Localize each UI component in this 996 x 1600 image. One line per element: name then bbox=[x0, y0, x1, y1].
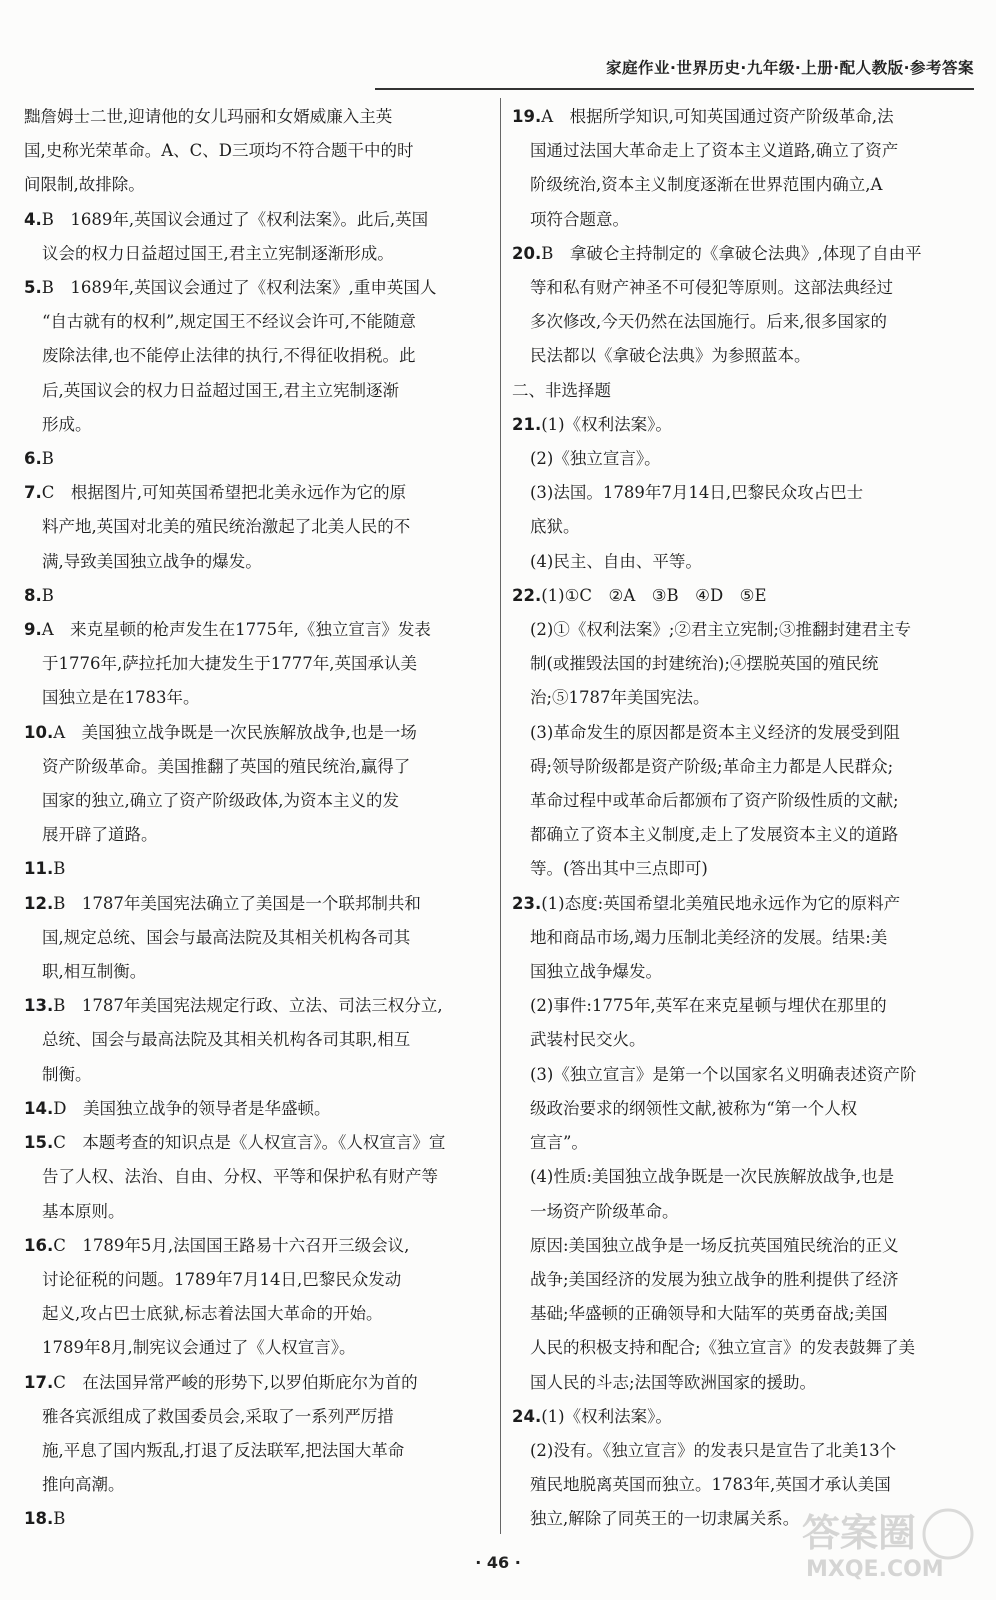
answer-item bbox=[512, 237, 974, 374]
answer-text: 后,英国议会的权力日益超过国王,君主立宪制逐渐 bbox=[42, 380, 399, 400]
answer-text: B bbox=[41, 449, 54, 469]
answer-line bbox=[24, 681, 489, 715]
answer-text: B 1689年,英国议会通过了《权利法案》,重申英国人 bbox=[41, 278, 437, 298]
answer-text: 起义,攻占巴士底狱,标志着法国大革命的开始。 bbox=[42, 1304, 383, 1324]
answer-line bbox=[512, 1263, 974, 1297]
answer-text: (2)事件:1775年,英军在来克星顿与埋伏在那里的 bbox=[530, 996, 887, 1016]
question-number: 5. bbox=[24, 278, 42, 298]
question-number: 13. bbox=[24, 996, 54, 1016]
answer-item bbox=[24, 1229, 489, 1366]
answer-line bbox=[24, 750, 489, 784]
answer-line bbox=[24, 1331, 489, 1365]
answer-line bbox=[512, 955, 974, 989]
answer-line bbox=[24, 168, 489, 202]
question-number: 14. bbox=[24, 1098, 54, 1118]
answer-item bbox=[24, 579, 489, 613]
answer-line bbox=[24, 1400, 489, 1434]
answer-line bbox=[512, 374, 974, 408]
answer-text: 国通过法国大革命走上了资本主义道路,确立了资产 bbox=[530, 141, 899, 161]
answer-text: 原因:美国独立战争是一场反抗英国殖民统治的正义 bbox=[530, 1235, 899, 1255]
question-number: 24. bbox=[512, 1406, 542, 1426]
question-number: 9. bbox=[24, 620, 42, 640]
answer-line bbox=[24, 1160, 489, 1194]
answer-text: 人民的积极支持和配合;《独立宣言》的发表鼓舞了美 bbox=[530, 1338, 916, 1358]
answer-item bbox=[24, 203, 489, 271]
answer-item bbox=[24, 100, 489, 203]
answer-line bbox=[512, 1092, 974, 1126]
answer-line bbox=[512, 1400, 974, 1434]
question-number: 15. bbox=[24, 1133, 54, 1153]
answer-line bbox=[512, 852, 974, 886]
answer-text: 总统、国会与最高法院及其相关机构各司其职,相互 bbox=[42, 1030, 411, 1050]
answer-text: 讨论征税的问题。1789年7月14日,巴黎民众发动 bbox=[42, 1269, 402, 1289]
answer-item bbox=[24, 852, 489, 886]
answer-text: 殖民地脱离英国而独立。1783年,英国才承认美国 bbox=[530, 1475, 891, 1495]
left-column bbox=[24, 100, 489, 1537]
answer-text: 都确立了资本主义制度,走上了发展资本主义的道路 bbox=[530, 825, 899, 845]
answer-line bbox=[512, 168, 974, 202]
watermark-text: 答案圈 bbox=[802, 1511, 917, 1555]
answer-line bbox=[24, 1434, 489, 1468]
answer-text: 国独立战争爆发。 bbox=[530, 962, 662, 982]
answer-item bbox=[24, 1126, 489, 1229]
answer-line bbox=[24, 613, 489, 647]
question-number: 6. bbox=[24, 449, 42, 469]
header-rule bbox=[375, 88, 974, 90]
answer-text: (4)性质:美国独立战争既是一次民族解放战争,也是 bbox=[530, 1167, 895, 1187]
answer-text: (2)《独立宣言》。 bbox=[530, 449, 661, 469]
running-header: 家庭作业·世界历史·九年级·上册·配人教版·参考答案 bbox=[606, 59, 974, 77]
answer-line bbox=[512, 1195, 974, 1229]
answer-line bbox=[512, 750, 974, 784]
answer-text: 国独立是在1783年。 bbox=[42, 688, 200, 708]
answer-text: 议会的权力日益超过国王,君主立宪制逐渐形成。 bbox=[42, 243, 394, 263]
answer-item bbox=[24, 613, 489, 716]
answer-text: 基本原则。 bbox=[42, 1201, 125, 1221]
answer-text: 展开辟了道路。 bbox=[42, 825, 158, 845]
answer-text: 革命过程中或革命后都颁布了资产阶级性质的文献; bbox=[530, 791, 899, 811]
answer-text: 推向高潮。 bbox=[42, 1475, 125, 1495]
answer-line bbox=[512, 921, 974, 955]
answer-line bbox=[512, 1366, 974, 1400]
answer-text: C 本题考查的知识点是《人权宣言》。《人权宣言》宣 bbox=[53, 1133, 446, 1153]
answer-item bbox=[24, 716, 489, 853]
answer-item bbox=[24, 271, 489, 442]
answer-text: 告了人权、法治、自由、分权、平等和保护私有财产等 bbox=[42, 1167, 438, 1187]
answer-text: 间限制,故排除。 bbox=[24, 175, 145, 195]
answer-text: 多次修改,今天仍然在法国施行。后来,很多国家的 bbox=[530, 312, 887, 332]
answer-text: (3)革命发生的原因都是资本主义经济的发展受到阻 bbox=[530, 722, 900, 742]
column-divider bbox=[500, 98, 501, 1534]
answer-line bbox=[24, 887, 489, 921]
answer-text: (3)法国。1789年7月14日,巴黎民众攻占巴士 bbox=[530, 483, 864, 503]
section-heading bbox=[512, 374, 974, 408]
answer-line bbox=[512, 681, 974, 715]
answer-text: 武装村民交火。 bbox=[530, 1030, 646, 1050]
answer-text: (2)没有。《独立宣言》的发表只是宣告了北美13个 bbox=[530, 1440, 897, 1460]
answer-line bbox=[24, 545, 489, 579]
answer-line bbox=[24, 1023, 489, 1057]
question-number: 11. bbox=[24, 859, 54, 879]
answer-line bbox=[512, 203, 974, 237]
answer-text: 废除法律,也不能停止法律的执行,不得征收捐税。此 bbox=[42, 346, 416, 366]
answer-line bbox=[512, 989, 974, 1023]
answer-text: 碍;领导阶级都是资产阶级;革命主力都是人民群众; bbox=[530, 756, 894, 776]
answer-line bbox=[24, 1092, 489, 1126]
answer-line bbox=[512, 1229, 974, 1263]
question-number: 12. bbox=[24, 893, 54, 913]
answer-text: 满,导致美国独立战争的爆发。 bbox=[42, 551, 262, 571]
answer-item bbox=[24, 476, 489, 579]
answer-line bbox=[24, 1502, 489, 1536]
answer-line bbox=[24, 955, 489, 989]
answer-text: 国,史称光荣革命。A、C、D三项均不符合题干中的时 bbox=[24, 141, 414, 161]
answer-text: 一场资产阶级革命。 bbox=[530, 1201, 679, 1221]
answer-text: D 美国独立战争的领导者是华盛顿。 bbox=[53, 1098, 331, 1118]
answer-line bbox=[24, 271, 489, 305]
answer-line bbox=[24, 374, 489, 408]
answer-line bbox=[512, 1160, 974, 1194]
answer-text: 料产地,英国对北美的殖民统治激起了北美人民的不 bbox=[42, 517, 411, 537]
answer-item bbox=[512, 100, 974, 237]
answer-text: 施,平息了国内叛乱,打退了反法联军,把法国大革命 bbox=[42, 1440, 405, 1460]
answer-text: A 来克星顿的枪声发生在1775年,《独立宣言》发表 bbox=[41, 620, 431, 640]
answer-text: (1)《权利法案》。 bbox=[541, 1406, 672, 1426]
page-number: · 46 · bbox=[475, 1553, 521, 1572]
answer-text: B 1787年美国宪法规定行政、立法、司法三权分立, bbox=[53, 996, 443, 1016]
answer-line bbox=[24, 339, 489, 373]
answer-line bbox=[24, 510, 489, 544]
answer-line bbox=[512, 1058, 974, 1092]
answer-line bbox=[512, 134, 974, 168]
answer-text: 黜詹姆士二世,迎请他的女儿玛丽和女婿威廉入主英 bbox=[24, 107, 393, 126]
answer-text: C 根据图片,可知英国希望把北美永远作为它的原 bbox=[41, 483, 407, 503]
answer-text: A 美国独立战争既是一次民族解放战争,也是一场 bbox=[53, 722, 417, 742]
answer-line bbox=[512, 510, 974, 544]
right-column bbox=[512, 100, 974, 1537]
answer-item bbox=[512, 408, 974, 579]
answer-text: 阶级统治,资本主义制度逐渐在世界范围内确立,A bbox=[530, 175, 883, 195]
answer-text: B bbox=[41, 585, 54, 605]
answer-text: 制(或摧毁法国的封建统治);④摆脱英国的殖民统 bbox=[530, 654, 879, 674]
answer-line bbox=[24, 100, 489, 134]
answer-line bbox=[512, 271, 974, 305]
answer-text: 治;⑤1787年美国宪法。 bbox=[530, 688, 710, 708]
answer-line bbox=[24, 1195, 489, 1229]
answer-text: 于1776年,萨拉托加大捷发生于1777年,英国承认美 bbox=[42, 654, 417, 674]
answer-text: (1)①C ②A ③B ④D ⑤E bbox=[541, 585, 767, 605]
answer-line bbox=[24, 1297, 489, 1331]
answer-text: B bbox=[53, 859, 66, 879]
answer-item bbox=[24, 1092, 489, 1126]
answer-line bbox=[512, 613, 974, 647]
answer-line bbox=[24, 237, 489, 271]
answer-line bbox=[24, 921, 489, 955]
question-number: 17. bbox=[24, 1372, 54, 1392]
answer-item bbox=[24, 1502, 489, 1536]
question-number: 8. bbox=[24, 585, 42, 605]
answer-line bbox=[24, 203, 489, 237]
answer-text: “自古就有的权利”,规定国王不经议会许可,不能随意 bbox=[42, 312, 416, 332]
answer-text: 地和商品市场,竭力压制北美经济的发展。结果:美 bbox=[530, 927, 888, 947]
watermark-url: MXQE.COM bbox=[806, 1557, 944, 1582]
answer-line bbox=[24, 408, 489, 442]
question-number: 18. bbox=[24, 1509, 54, 1529]
answer-line bbox=[512, 818, 974, 852]
answer-line bbox=[512, 305, 974, 339]
answer-text: (3)《独立宣言》是第一个以国家名义明确表述资产阶 bbox=[530, 1064, 917, 1084]
question-number: 4. bbox=[24, 209, 42, 229]
answer-line bbox=[24, 476, 489, 510]
answer-text: 战争;美国经济的发展为独立战争的胜利提供了经济 bbox=[530, 1269, 899, 1289]
answer-text: 资产阶级革命。美国推翻了英国的殖民统治,赢得了 bbox=[42, 756, 411, 776]
answer-text: C 1789年5月,法国国王路易十六召开三级会议, bbox=[53, 1235, 410, 1255]
answer-text: (1)《权利法案》。 bbox=[541, 414, 672, 434]
answer-text: 形成。 bbox=[42, 414, 92, 434]
answer-text: 国,规定总统、国会与最高法院及其相关机构各司其 bbox=[42, 927, 411, 947]
answer-text: (2)①《权利法案》;②君主立宪制;③推翻封建君主专 bbox=[530, 620, 911, 640]
answer-line bbox=[512, 716, 974, 750]
answer-text: B 1689年,英国议会通过了《权利法案》。此后,英国 bbox=[41, 209, 429, 229]
question-number: 22. bbox=[512, 585, 542, 605]
answer-text: 民法都以《拿破仑法典》为参照蓝本。 bbox=[530, 346, 811, 366]
answer-text: 等和私有财产神圣不可侵犯等原则。这部法典经过 bbox=[530, 278, 893, 298]
answer-line bbox=[24, 852, 489, 886]
answer-line bbox=[512, 442, 974, 476]
answer-text: 级政治要求的纲领性文献,被称为“第一个人权 bbox=[530, 1098, 858, 1118]
answer-text: 宣言”。 bbox=[530, 1133, 588, 1153]
question-number: 16. bbox=[24, 1235, 54, 1255]
answer-text: B 1787年美国宪法确立了美国是一个联邦制共和 bbox=[53, 893, 421, 913]
answer-line bbox=[24, 989, 489, 1023]
answer-line bbox=[24, 1229, 489, 1263]
answer-text: (1)态度:英国希望北美殖民地永远作为它的原料产 bbox=[541, 893, 901, 913]
answer-text: 项符合题意。 bbox=[530, 209, 629, 229]
answer-line bbox=[512, 784, 974, 818]
answer-line bbox=[24, 818, 489, 852]
watermark-logo bbox=[798, 1498, 978, 1582]
answer-line bbox=[512, 408, 974, 442]
answer-line bbox=[24, 1263, 489, 1297]
answer-line bbox=[24, 305, 489, 339]
answer-text: 国家的独立,确立了资产阶级政体,为资本主义的发 bbox=[42, 791, 399, 811]
answer-line bbox=[512, 579, 974, 613]
answer-line bbox=[24, 784, 489, 818]
answer-text: B 拿破仑主持制定的《拿破仑法典》,体现了自由平 bbox=[541, 243, 922, 263]
answer-line bbox=[512, 1434, 974, 1468]
answer-text: B bbox=[53, 1509, 66, 1529]
answer-text: 等。(答出其中三点即可) bbox=[530, 859, 708, 879]
question-number: 10. bbox=[24, 722, 54, 742]
answer-line bbox=[512, 237, 974, 271]
question-number: 19. bbox=[512, 107, 542, 126]
answer-item bbox=[512, 887, 974, 1400]
answer-line bbox=[24, 1126, 489, 1160]
answer-line bbox=[512, 545, 974, 579]
answer-item bbox=[24, 442, 489, 476]
answer-line bbox=[24, 1468, 489, 1502]
answer-text: (4)民主、自由、平等。 bbox=[530, 551, 702, 571]
answer-text: 职,相互制衡。 bbox=[42, 962, 147, 982]
question-number: 7. bbox=[24, 483, 42, 503]
answer-line bbox=[24, 579, 489, 613]
answer-line bbox=[512, 339, 974, 373]
answer-text: 雅各宾派组成了救国委员会,采取了一系列严厉措 bbox=[42, 1406, 394, 1426]
answer-item bbox=[512, 579, 974, 887]
answer-line bbox=[24, 1366, 489, 1400]
answer-text: 二、非选择题 bbox=[512, 380, 611, 400]
answer-text: 制衡。 bbox=[42, 1064, 92, 1084]
answer-line bbox=[512, 100, 974, 134]
answer-text: 底狱。 bbox=[530, 517, 580, 537]
answer-item bbox=[24, 989, 489, 1092]
answer-text: 基础;华盛顿的正确领导和大陆军的英勇奋战;美国 bbox=[530, 1304, 888, 1324]
answer-text: 独立,解除了同英王的一切隶属关系。 bbox=[530, 1509, 800, 1529]
answer-line bbox=[512, 1023, 974, 1057]
answer-text: A 根据所学知识,可知英国通过资产阶级革命,法 bbox=[541, 107, 894, 126]
answer-line bbox=[24, 716, 489, 750]
answer-line bbox=[512, 647, 974, 681]
answer-line bbox=[512, 1331, 974, 1365]
question-number: 20. bbox=[512, 243, 542, 263]
question-number: 21. bbox=[512, 414, 542, 434]
answer-text: 国人民的斗志;法国等欧洲国家的援助。 bbox=[530, 1372, 817, 1392]
question-number: 23. bbox=[512, 893, 542, 913]
answer-line bbox=[24, 442, 489, 476]
answer-line bbox=[24, 1058, 489, 1092]
answer-item bbox=[24, 887, 489, 990]
answer-line bbox=[512, 887, 974, 921]
answer-line bbox=[512, 1297, 974, 1331]
answer-line bbox=[24, 647, 489, 681]
answer-text: 1789年8月,制宪议会通过了《人权宣言》。 bbox=[42, 1338, 356, 1358]
answer-item bbox=[24, 1366, 489, 1503]
answer-line bbox=[512, 476, 974, 510]
answer-line bbox=[24, 134, 489, 168]
answer-text: C 在法国异常严峻的形势下,以罗伯斯庇尔为首的 bbox=[53, 1372, 418, 1392]
answer-line bbox=[512, 1126, 974, 1160]
